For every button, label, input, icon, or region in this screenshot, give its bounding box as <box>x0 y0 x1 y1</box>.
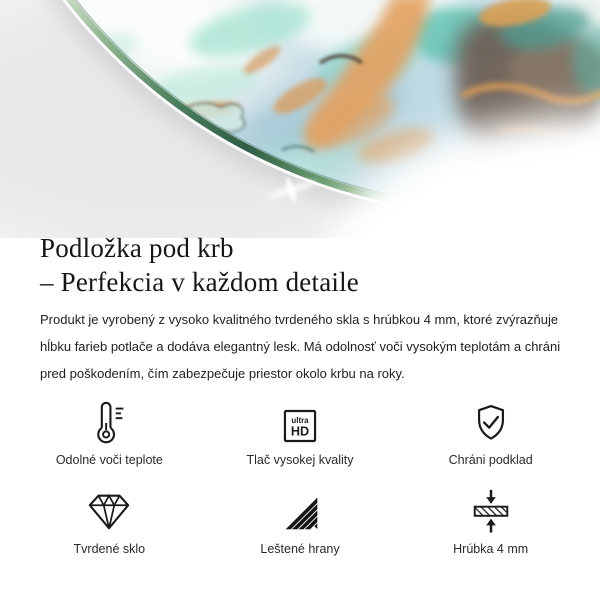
feature-label: Tvrdené sklo <box>73 542 146 556</box>
feature-label: Hrúbka 4 mm <box>453 542 529 556</box>
thermometer-icon <box>86 399 132 445</box>
feature-label: Leštené hrany <box>260 542 340 556</box>
page-title-line-2: – Perfekcia v každom detaile <box>40 267 359 297</box>
feature-polished-edges <box>205 488 396 556</box>
glass-disc-graphic <box>0 0 600 238</box>
feature-label: Chráni podklad <box>448 453 533 467</box>
feature-label: Tlač vysokej kvality <box>246 453 354 467</box>
feature-thickness <box>395 488 586 556</box>
feature-tempered-glass <box>14 488 205 556</box>
product-hero-image <box>0 0 600 238</box>
page-title <box>40 231 359 299</box>
product-description: Produkt je vyrobený z vysoko kvalitného tvrdeného skla s hrúbkou 4 mm, ktoré zvýrazňuje hĺbku farieb potlače a dodáva elegantný lesk. Má odolnosť voči vysokým teplotám a chráni pred poškodením, čím zabezpečuje priestor okolo krbu na roky. <box>40 312 561 381</box>
ultra-hd-icon <box>281 399 319 445</box>
feature-protects-surface <box>395 399 586 467</box>
thickness-icon <box>468 488 514 534</box>
svg-text:HD: HD <box>290 424 310 439</box>
diamond-icon <box>86 488 132 534</box>
page-title-line-1: Podložka pod krb <box>40 233 234 263</box>
feature-print-quality <box>205 399 396 467</box>
shield-check-icon <box>469 399 513 445</box>
feature-label: Odolné voči teplote <box>55 453 163 467</box>
svg-text:ultra: ultra <box>291 415 309 425</box>
features-grid <box>14 399 586 556</box>
polished-edges-icon <box>278 488 322 534</box>
feature-heat-resistant <box>14 399 205 467</box>
